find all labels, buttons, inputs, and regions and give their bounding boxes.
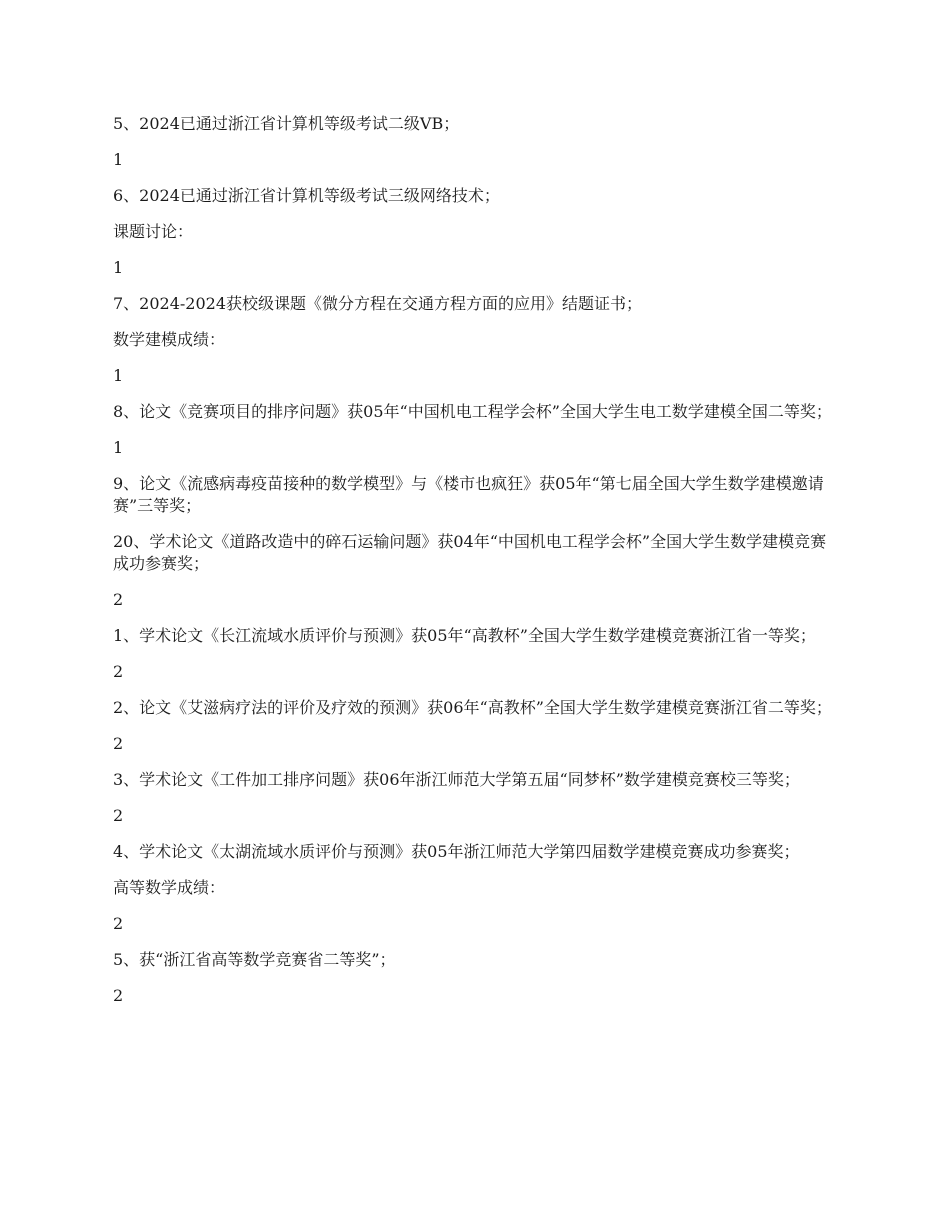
page-marker: 2 [113,914,124,933]
page-marker: 2 [113,590,124,609]
section-heading: 课题讨论： [113,222,194,241]
section-heading: 数学建模成绩： [113,330,226,349]
page-marker: 2 [113,986,124,1005]
paragraph: 5、2024已通过浙江省计算机等级考试二级VB； [113,114,460,133]
document-page [113,113,838,1021]
page-marker: 1 [113,258,124,277]
paragraph: 1、学术论文《长江流域水质评价与预测》获05年“高教杯”全国大学生数学建模竞赛浙江省一等奖； [113,626,816,645]
paragraph: 5、获“浙江省高等数学竞赛省二等奖”； [113,950,396,969]
page-marker: 1 [113,150,124,169]
page-marker: 2 [113,662,124,681]
paragraph: 20、学术论文《道路改造中的碎石运输问题》获04年“中国机电工程学会杯”全国大学生数学建模竞赛成功参赛奖； [113,532,827,573]
page-marker: 1 [113,366,124,385]
paragraph: 8、论文《竞赛项目的排序问题》获05年“中国机电工程学会杯”全国大学生电工数学建模全国二等奖； [113,402,832,421]
paragraph: 6、2024已通过浙江省计算机等级考试三级网络技术； [113,186,500,205]
section-heading: 高等数学成绩： [113,878,226,897]
paragraph: 4、学术论文《太湖流域水质评价与预测》获05年浙江师范大学第四届数学建模竞赛成功参赛奖； [113,842,800,861]
paragraph: 7、2024-2024获校级课题《微分方程在交通方程方面的应用》结题证书； [113,294,643,313]
page-marker: 2 [113,806,124,825]
page-marker: 2 [113,734,124,753]
paragraph: 9、论文《流感病毒疫苗接种的数学模型》与《楼市也疯狂》获05年“第七届全国大学生数学建模邀请赛”三等奖； [113,474,824,515]
paragraph: 2、论文《艾滋病疗法的评价及疗效的预测》获06年“高教杯”全国大学生数学建模竞赛浙江省二等奖； [113,698,832,717]
page-marker: 1 [113,438,124,457]
paragraph: 3、学术论文《工件加工排序问题》获06年浙江师范大学第五届“同梦杯”数学建模竞赛校三等奖； [113,770,800,789]
